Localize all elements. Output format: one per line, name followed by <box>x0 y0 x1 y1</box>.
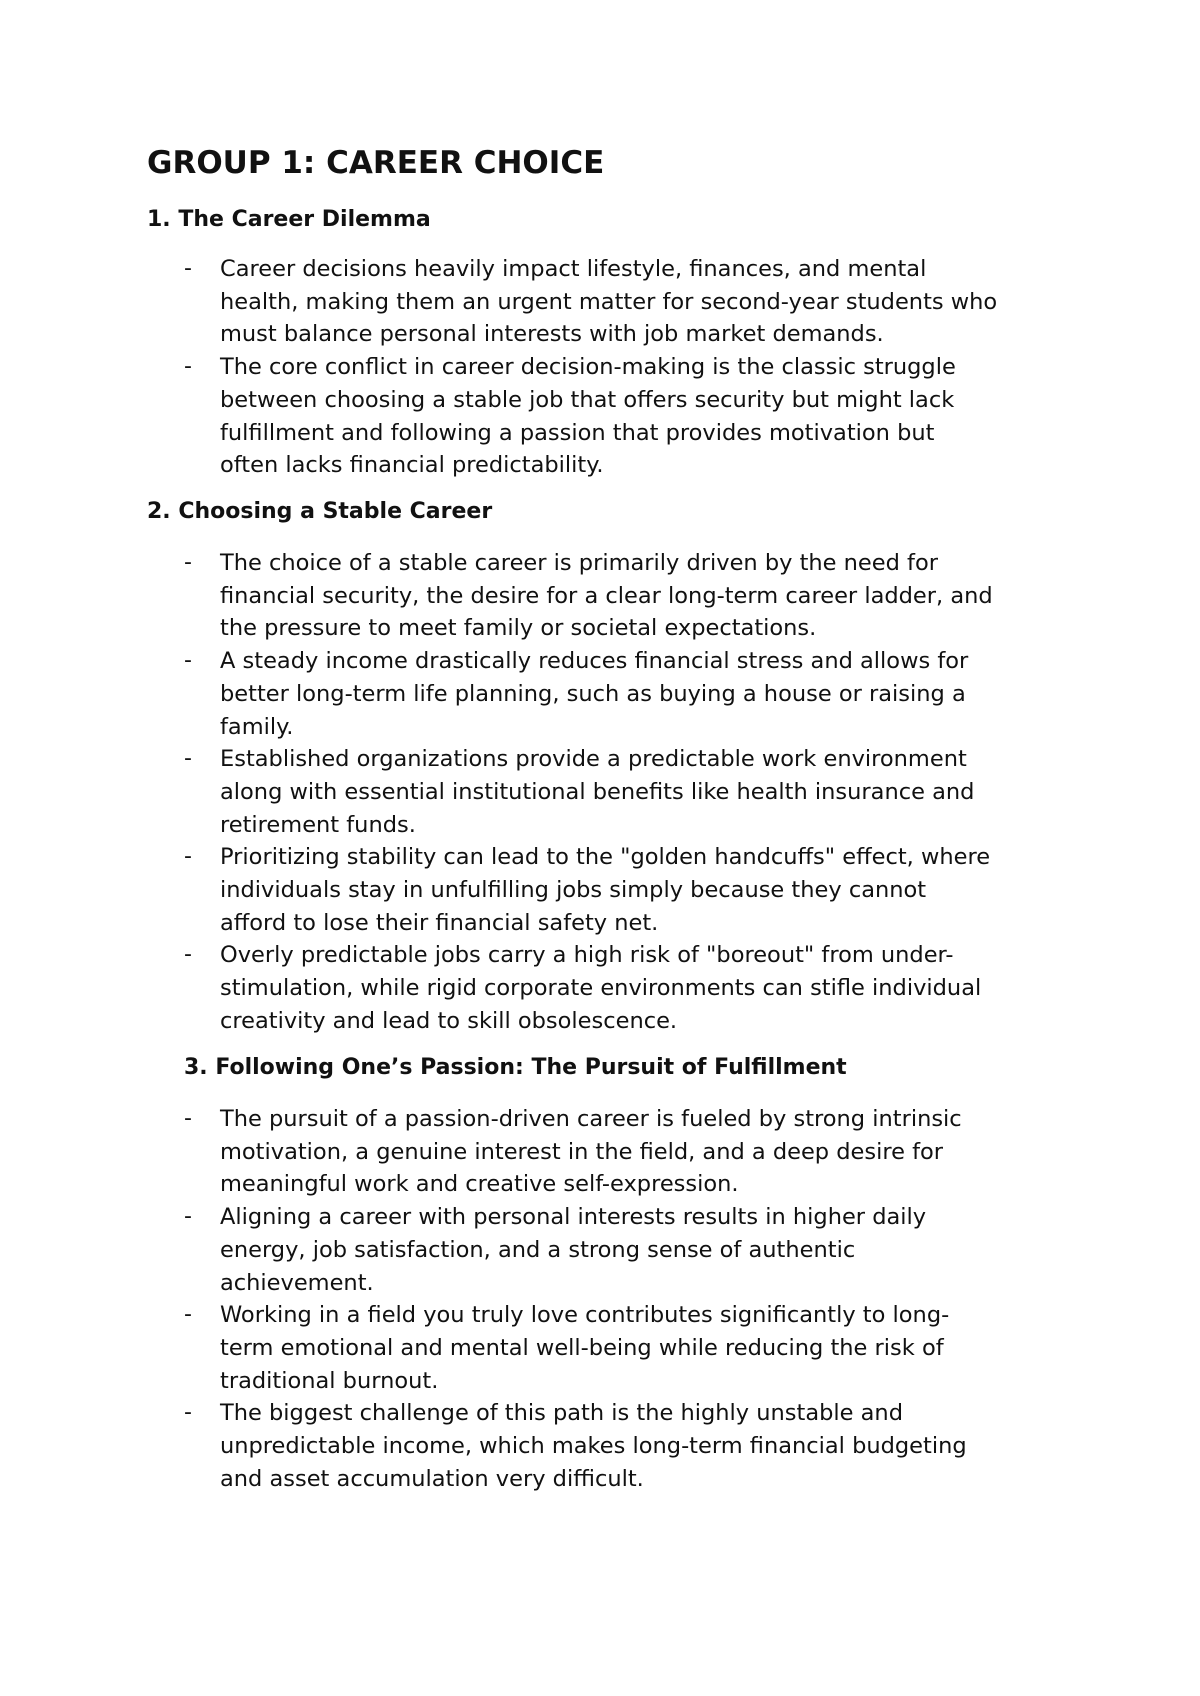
text-line: The pursuit of a passion-driven career is fueled by strong intrinsic <box>220 1106 962 1132</box>
text-line: family. <box>220 713 294 740</box>
text-line: unpredictable income, which makes long-term financial budgeting <box>220 1433 967 1460</box>
text-line: financial security, the desire for a clear long-term career ladder, and <box>220 582 993 609</box>
text-line: Established organizations provide a predictable work environment <box>220 746 967 773</box>
text-line: individuals stay in unfulfilling jobs simply because they cannot <box>220 877 927 904</box>
bullet-text <box>220 547 1090 645</box>
list-item <box>0 1103 1080 1201</box>
text-line: The core conflict in career decision-making is the classic struggle <box>220 354 956 381</box>
list-item <box>0 351 1080 482</box>
text-line: The choice of a stable career is primarily driven by the need for <box>220 550 938 576</box>
text-line: creativity and lead to skill obsolescence. <box>220 1007 678 1034</box>
bullet-text <box>220 841 1090 939</box>
text-line: Prioritizing stability can lead to the "golden handcuffs" effect, where <box>220 844 991 871</box>
list-item <box>0 1299 1080 1397</box>
text-line: achievement. <box>220 1269 374 1296</box>
text-line: often lacks financial predictability. <box>220 452 604 479</box>
bullet-dash: - <box>184 354 192 380</box>
text-line: meaningful work and creative self-expression. <box>220 1171 739 1198</box>
list-item <box>0 841 1080 939</box>
bullet-text <box>220 743 1090 841</box>
text-line: traditional burnout. <box>220 1367 439 1394</box>
text-line: stimulation, while rigid corporate environments can stifle individual <box>220 975 982 1002</box>
section-heading-stable-career: 2. Choosing a Stable Career <box>147 499 493 524</box>
bullet-list-stable-career <box>0 547 1080 1038</box>
list-item <box>0 939 1080 1037</box>
bullet-text <box>220 1299 1090 1397</box>
list-item <box>0 1201 1080 1299</box>
bullet-dash: - <box>184 1106 192 1131</box>
bullet-dash: - <box>184 942 192 968</box>
text-line: Overly predictable jobs carry a high risk of "boreout" from under- <box>220 942 954 969</box>
text-line: Working in a field you truly love contributes significantly to long- <box>220 1302 950 1329</box>
text-line: better long-term life planning, such as buying a house or raising a <box>220 680 966 707</box>
bullet-list-following-passion <box>0 1103 1080 1495</box>
list-item <box>0 253 1080 351</box>
text-line: the pressure to meet family or societal expectations. <box>220 615 817 642</box>
text-line: between choosing a stable job that offers security but might lack <box>220 386 955 413</box>
text-line: retirement funds. <box>220 811 416 838</box>
list-item <box>0 547 1080 645</box>
section-heading-following-passion: 3. Following One’s Passion: The Pursuit of Fulfillment <box>184 1055 847 1080</box>
bullet-text <box>220 253 1090 351</box>
document-title: GROUP 1: CAREER CHOICE <box>147 145 605 181</box>
text-line: Career decisions heavily impact lifestyle, finances, and mental <box>220 256 927 282</box>
text-line: health, making them an urgent matter for second-year students who <box>220 288 998 315</box>
text-line: afford to lose their financial safety net. <box>220 909 659 936</box>
bullet-text <box>220 645 1090 743</box>
list-item <box>0 1397 1080 1495</box>
text-line: along with essential institutional benefits like health insurance and <box>220 778 975 805</box>
bullet-dash: - <box>184 746 192 772</box>
text-line: Aligning a career with personal interests results in higher daily <box>220 1204 927 1231</box>
text-line: fulfillment and following a passion that provides motivation but <box>220 419 935 446</box>
bullet-dash: - <box>184 1204 192 1230</box>
bullet-dash: - <box>184 550 192 575</box>
bullet-dash: - <box>184 256 192 281</box>
bullet-text <box>220 1397 1090 1495</box>
bullet-text <box>220 1201 1090 1299</box>
section-heading-career-dilemma: 1. The Career Dilemma <box>147 207 431 232</box>
list-item <box>0 743 1080 841</box>
text-line: term emotional and mental well-being while reducing the risk of <box>220 1334 944 1361</box>
bullet-dash: - <box>184 1400 192 1426</box>
text-line: The biggest challenge of this path is the highly unstable and <box>220 1400 903 1427</box>
bullet-dash: - <box>184 844 192 870</box>
text-line: and asset accumulation very difficult. <box>220 1465 644 1492</box>
bullet-dash: - <box>184 1302 192 1328</box>
text-line: motivation, a genuine interest in the field, and a deep desire for <box>220 1138 944 1165</box>
bullet-dash: - <box>184 648 192 674</box>
bullet-list-career-dilemma <box>0 253 1080 482</box>
bullet-text <box>220 1103 1090 1201</box>
text-line: must balance personal interests with job market demands. <box>220 321 884 348</box>
list-item <box>0 645 1080 743</box>
bullet-text <box>220 939 1090 1037</box>
text-line: energy, job satisfaction, and a strong sense of authentic <box>220 1236 856 1263</box>
bullet-text <box>220 351 1090 482</box>
text-line: A steady income drastically reduces financial stress and allows for <box>220 648 969 675</box>
